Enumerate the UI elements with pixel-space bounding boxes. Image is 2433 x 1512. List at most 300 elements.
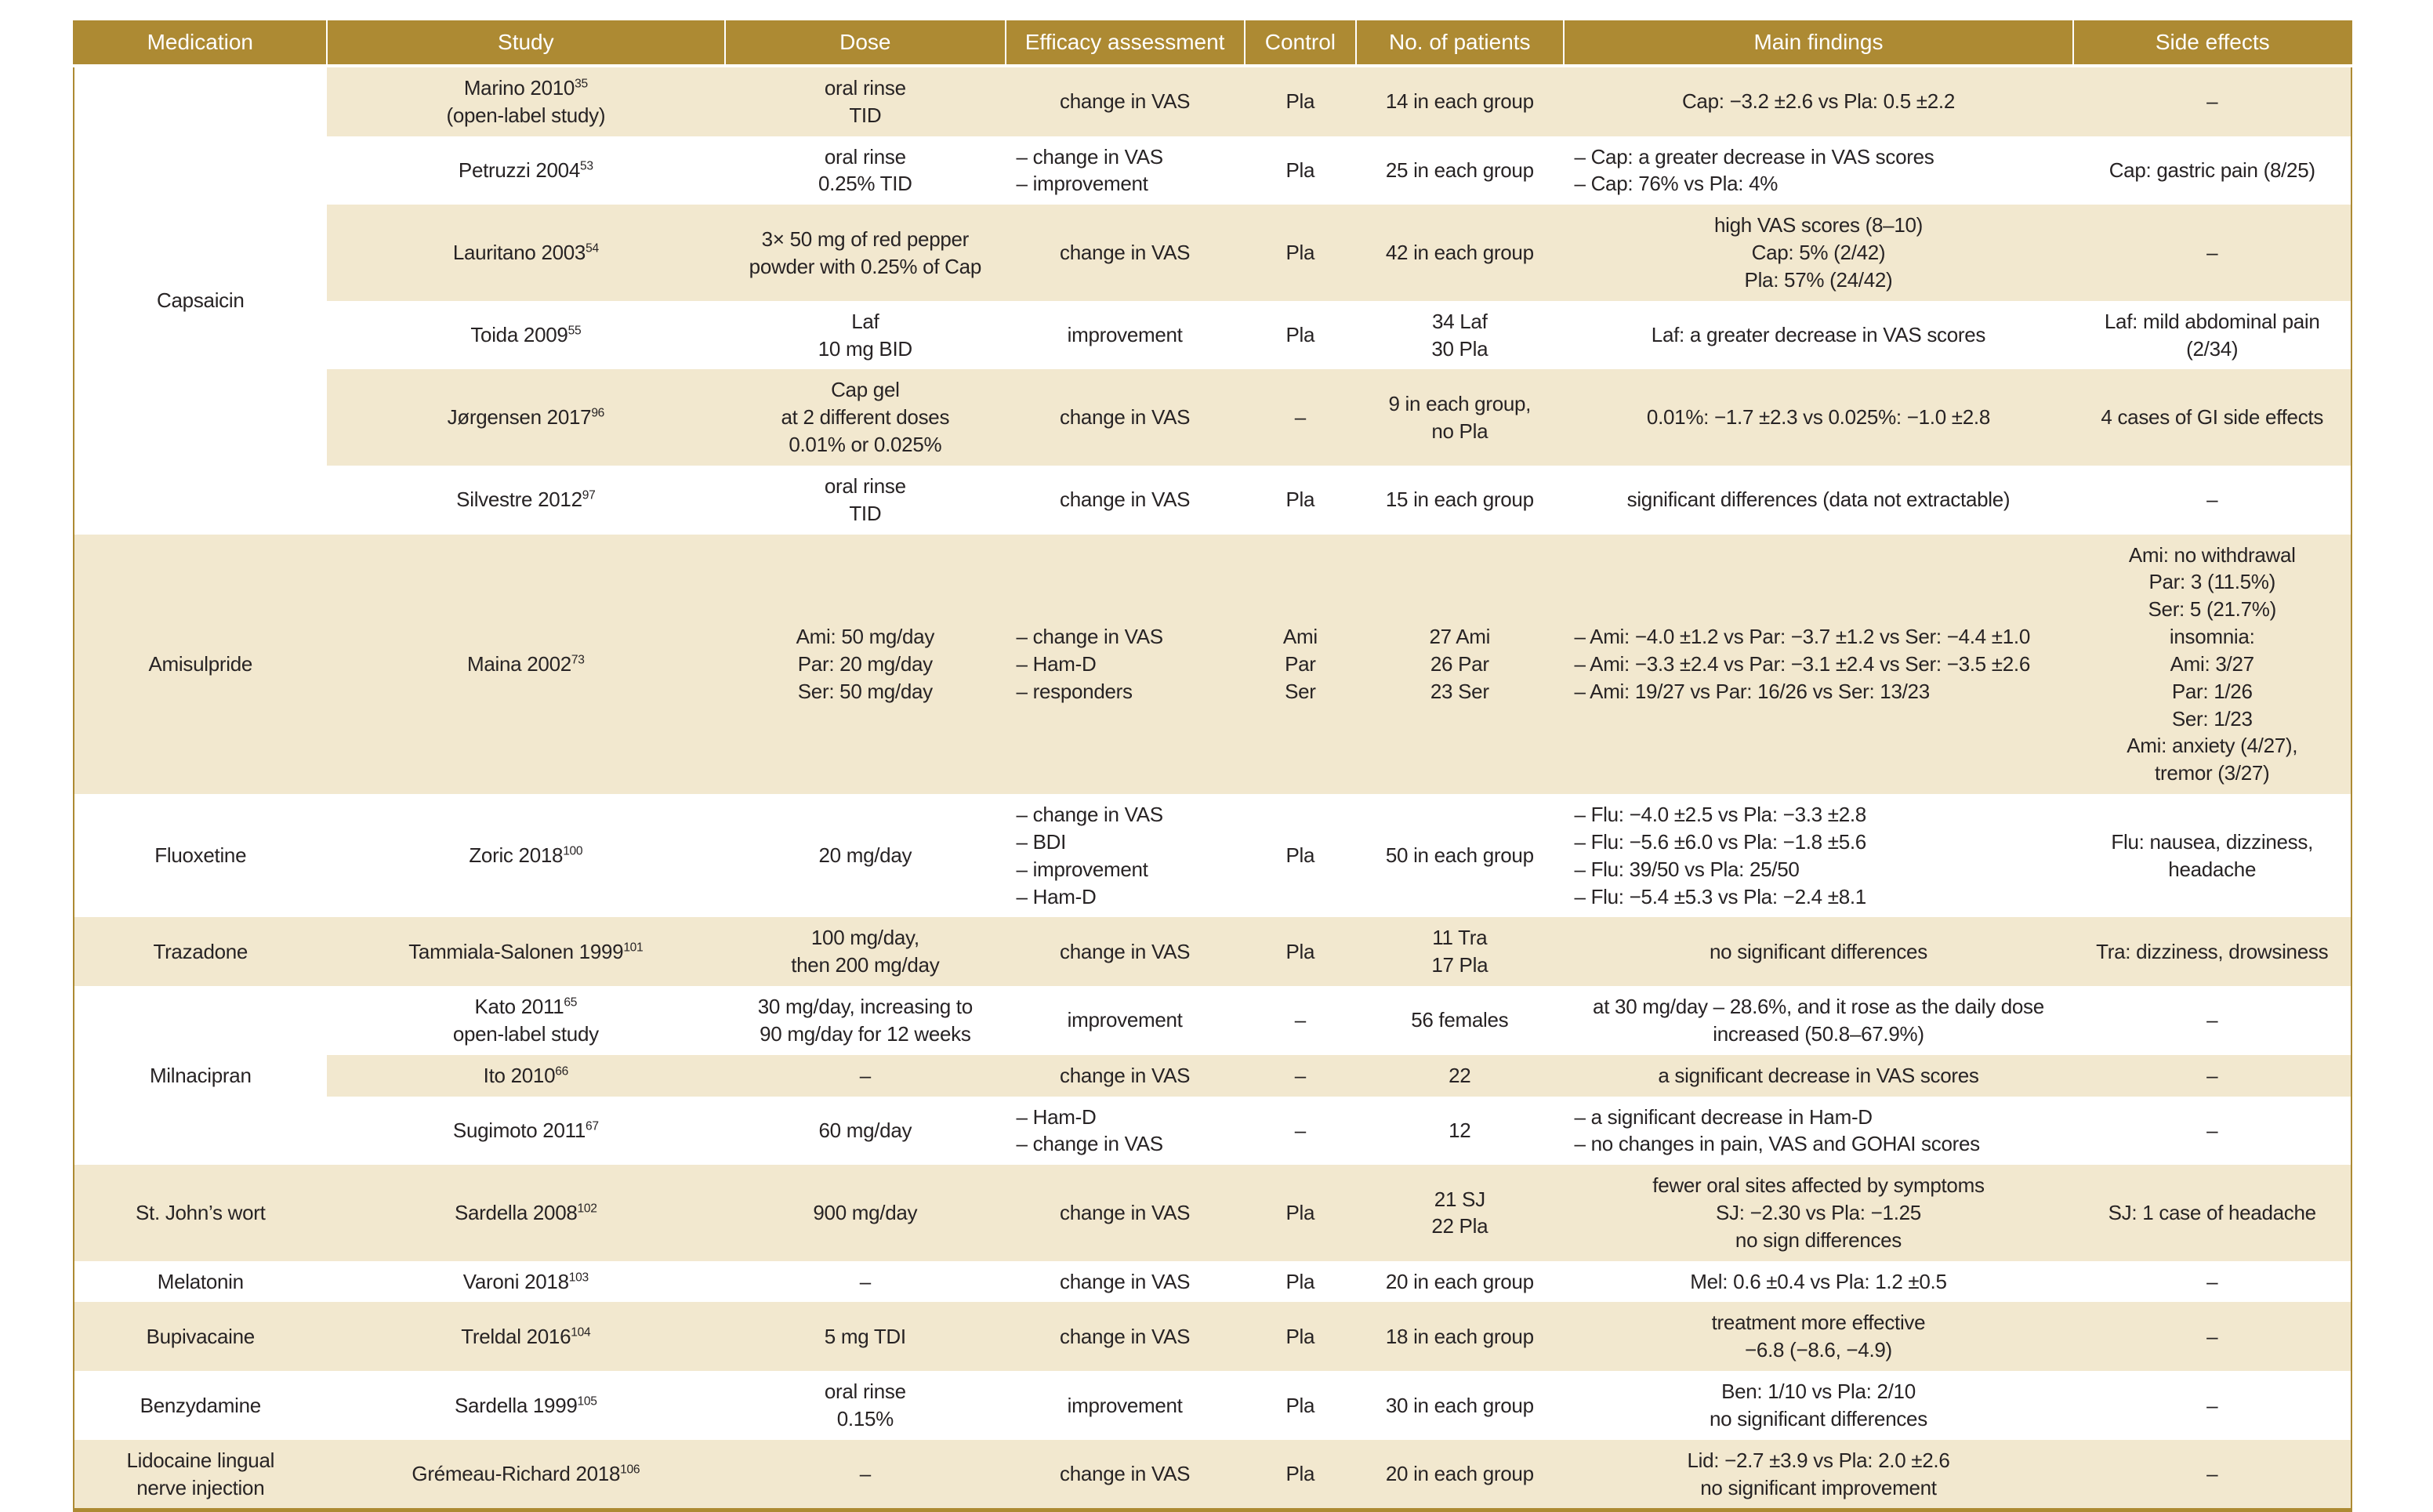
cell-line: 21 SJ bbox=[1434, 1187, 1485, 1211]
cell-line: Pla bbox=[1285, 843, 1315, 868]
cell-line: Laf bbox=[851, 309, 879, 333]
cell-line: Flu: nausea, dizziness, bbox=[2111, 829, 2313, 854]
cell-line: (open-label study) bbox=[446, 103, 606, 127]
cell-dose bbox=[725, 66, 1005, 136]
cell-line: – Ham-D bbox=[1016, 884, 1097, 908]
cell-line: 17 Pla bbox=[1431, 953, 1488, 977]
cell-medication bbox=[74, 535, 327, 794]
cell-line: – Ami: −3.3 ±2.4 vs Par: −3.1 ±2.4 vs Ser: −3.5 ±2.6 bbox=[1574, 651, 2030, 676]
cell-dose bbox=[725, 1371, 1005, 1440]
table-row bbox=[74, 136, 2351, 205]
medications-table bbox=[73, 20, 2352, 1512]
column-header-dose: Dose bbox=[725, 20, 1005, 66]
cell-line: – bbox=[859, 1269, 871, 1293]
cell-line: – Ami: 19/27 vs Par: 16/26 vs Ser: 13/23 bbox=[1574, 679, 1930, 703]
cell-efficacy bbox=[1006, 917, 1245, 986]
reference-superscript: 104 bbox=[571, 1325, 591, 1340]
cell-line: change in VAS bbox=[1060, 89, 1191, 114]
reference-superscript: 101 bbox=[623, 941, 644, 955]
cell-side_effects bbox=[2073, 1261, 2351, 1303]
cell-side_effects bbox=[2073, 205, 2351, 300]
cell-efficacy bbox=[1006, 535, 1245, 794]
cell-line: 4 cases of GI side effects bbox=[2101, 405, 2324, 430]
cell-line: Par: 3 (11.5%) bbox=[2148, 570, 2275, 594]
cell-dose bbox=[725, 1097, 1005, 1166]
cell-medication bbox=[74, 1302, 327, 1371]
cell-line: Par: 20 mg/day bbox=[797, 651, 933, 676]
cell-line: Pla bbox=[1285, 488, 1315, 512]
cell-line: – bbox=[859, 1063, 871, 1087]
cell-line: no significant differences bbox=[1710, 1406, 1927, 1430]
cell-efficacy bbox=[1006, 1165, 1245, 1260]
cell-line: improvement bbox=[1067, 1393, 1183, 1417]
cell-line: Ito 2010$^{66}$ bbox=[483, 1063, 568, 1087]
cell-line: fewer oral sites affected by symptoms bbox=[1652, 1173, 1985, 1198]
cell-medication bbox=[74, 1261, 327, 1303]
cell-line: – bbox=[1294, 1118, 1306, 1142]
cell-line: 18 in each group bbox=[1385, 1324, 1534, 1348]
cell-study bbox=[327, 986, 726, 1055]
cell-line: – bbox=[859, 1462, 871, 1486]
cell-study bbox=[327, 1302, 726, 1371]
cell-line: – Ham-D bbox=[1016, 1104, 1097, 1129]
cell-line: Laf: a greater decrease in VAS scores bbox=[1651, 323, 1986, 347]
cell-findings bbox=[1564, 205, 2074, 300]
cell-side_effects bbox=[2073, 794, 2351, 917]
cell-medication bbox=[74, 794, 327, 917]
cell-efficacy bbox=[1006, 301, 1245, 370]
cell-line: Ser: 5 (21.7%) bbox=[2148, 597, 2276, 622]
cell-line: treatment more effective bbox=[1711, 1311, 1926, 1335]
header-row bbox=[74, 20, 2351, 66]
cell-dose bbox=[725, 466, 1005, 535]
table-row bbox=[74, 1440, 2351, 1510]
cell-line: Trazadone bbox=[153, 939, 248, 963]
cell-line: Pla bbox=[1285, 1324, 1315, 1348]
cell-patients bbox=[1356, 301, 1563, 370]
cell-line: Marino 2010$^{35}$ bbox=[463, 76, 588, 100]
cell-patients bbox=[1356, 794, 1563, 917]
cell-study bbox=[327, 205, 726, 300]
cell-efficacy bbox=[1006, 1302, 1245, 1371]
cell-line: no significant improvement bbox=[1700, 1475, 1937, 1499]
cell-line: – Ham-D bbox=[1016, 651, 1097, 676]
cell-line: Sugimoto 2011$^{67}$ bbox=[452, 1118, 599, 1142]
cell-line: – improvement bbox=[1016, 857, 1148, 881]
cell-line: headache bbox=[2168, 857, 2257, 881]
cell-line: – change in VAS bbox=[1016, 144, 1163, 169]
cell-line: Varoni 2018$^{103}$ bbox=[462, 1269, 589, 1293]
cell-study bbox=[327, 301, 726, 370]
cell-line: – bbox=[2206, 89, 2218, 114]
reference-superscript: 35 bbox=[575, 77, 588, 91]
table-row bbox=[74, 205, 2351, 300]
cell-dose bbox=[725, 301, 1005, 370]
cell-medication bbox=[74, 66, 327, 535]
cell-patients bbox=[1356, 1261, 1563, 1303]
cell-line: 90 mg/day for 12 weeks bbox=[760, 1021, 971, 1046]
cell-line: Pla bbox=[1285, 323, 1315, 347]
cell-line: insomnia: bbox=[2169, 625, 2255, 649]
cell-study bbox=[327, 369, 726, 465]
cell-study bbox=[327, 66, 726, 136]
cell-line: – improvement bbox=[1016, 172, 1148, 196]
cell-line: Cap: −3.2 ±2.6 vs Pla: 0.5 ±2.2 bbox=[1681, 89, 1955, 114]
cell-line: – Cap: 76% vs Pla: 4% bbox=[1574, 172, 1779, 196]
cell-line: then 200 mg/day bbox=[791, 953, 940, 977]
cell-findings bbox=[1564, 1165, 2074, 1260]
cell-control bbox=[1245, 301, 1356, 370]
cell-study bbox=[327, 136, 726, 205]
cell-line: Treldal 2016$^{104}$ bbox=[461, 1324, 591, 1348]
cell-dose bbox=[725, 1440, 1005, 1510]
cell-line: Pla bbox=[1285, 939, 1315, 963]
cell-line: Cap: gastric pain (8/25) bbox=[2108, 158, 2315, 183]
column-header-side_effects: Side effects bbox=[2073, 20, 2351, 66]
cell-line: – no changes in pain, VAS and GOHAI scores bbox=[1574, 1132, 1980, 1156]
cell-line: – bbox=[2206, 1462, 2218, 1486]
cell-line: – bbox=[2206, 1118, 2218, 1142]
cell-dose bbox=[725, 986, 1005, 1055]
cell-line: Maina 2002$^{73}$ bbox=[467, 651, 585, 676]
cell-line: oral rinse bbox=[824, 76, 906, 100]
cell-line: – Flu: 39/50 vs Pla: 25/50 bbox=[1574, 857, 1800, 881]
cell-control bbox=[1245, 794, 1356, 917]
cell-medication bbox=[74, 1440, 327, 1510]
cell-line: Tammiala-Salonen 1999$^{101}$ bbox=[408, 939, 644, 963]
cell-findings bbox=[1564, 917, 2074, 986]
cell-line: Pla bbox=[1285, 241, 1315, 265]
cell-patients bbox=[1356, 535, 1563, 794]
cell-line: 0.01%: −1.7 ±2.3 vs 0.025%: −1.0 ±2.8 bbox=[1646, 405, 1990, 430]
reference-superscript: 102 bbox=[577, 1202, 597, 1216]
table-row bbox=[74, 301, 2351, 370]
cell-dose bbox=[725, 1261, 1005, 1303]
cell-line: Kato 2011$^{65}$ bbox=[474, 995, 578, 1019]
cell-medication bbox=[74, 1371, 327, 1440]
cell-line: 42 in each group bbox=[1385, 241, 1534, 265]
cell-line: change in VAS bbox=[1060, 1324, 1191, 1348]
cell-efficacy bbox=[1006, 466, 1245, 535]
cell-medication bbox=[74, 917, 327, 986]
table-row bbox=[74, 1055, 2351, 1097]
cell-side_effects bbox=[2073, 986, 2351, 1055]
cell-line: – BDI bbox=[1016, 829, 1067, 854]
reference-superscript: 96 bbox=[591, 406, 605, 420]
cell-line: – bbox=[2206, 241, 2218, 265]
cell-line: tremor (3/27) bbox=[2155, 761, 2270, 785]
cell-dose bbox=[725, 1055, 1005, 1097]
cell-side_effects bbox=[2073, 1097, 2351, 1166]
cell-line: oral rinse bbox=[824, 1380, 906, 1404]
cell-line: – a significant decrease in Ham-D bbox=[1574, 1104, 1873, 1129]
cell-control bbox=[1245, 466, 1356, 535]
cell-line: – Ami: −4.0 ±1.2 vs Par: −3.7 ±1.2 vs Ser: −4.4 ±1.0 bbox=[1574, 625, 2030, 649]
table-row bbox=[74, 794, 2351, 917]
cell-study bbox=[327, 535, 726, 794]
reference-superscript: 106 bbox=[620, 1463, 640, 1477]
cell-line: – change in VAS bbox=[1016, 803, 1163, 827]
column-header-findings: Main findings bbox=[1564, 20, 2074, 66]
cell-findings bbox=[1564, 794, 2074, 917]
cell-line: Melatonin bbox=[157, 1269, 244, 1293]
cell-study bbox=[327, 1165, 726, 1260]
cell-findings bbox=[1564, 1055, 2074, 1097]
cell-medication bbox=[74, 1165, 327, 1260]
cell-line: 26 Par bbox=[1430, 651, 1489, 676]
cell-patients bbox=[1356, 1371, 1563, 1440]
reference-superscript: 66 bbox=[555, 1064, 568, 1079]
cell-line: Sardella 2008$^{102}$ bbox=[454, 1200, 597, 1224]
cell-line: Lid: −2.7 ±3.9 vs Pla: 2.0 ±2.6 bbox=[1687, 1448, 1950, 1472]
cell-line: 30 Pla bbox=[1431, 336, 1488, 361]
cell-dose bbox=[725, 369, 1005, 465]
cell-line: 9 in each group, bbox=[1388, 391, 1532, 415]
cell-line: improvement bbox=[1067, 1008, 1183, 1032]
cell-line: Grémeau-Richard 2018$^{106}$ bbox=[412, 1462, 640, 1486]
cell-side_effects bbox=[2073, 917, 2351, 986]
cell-line: – Cap: a greater decrease in VAS scores bbox=[1574, 144, 1934, 169]
cell-patients bbox=[1356, 1302, 1563, 1371]
cell-findings bbox=[1564, 369, 2074, 465]
cell-dose bbox=[725, 535, 1005, 794]
cell-side_effects bbox=[2073, 136, 2351, 205]
cell-control bbox=[1245, 986, 1356, 1055]
cell-dose bbox=[725, 1165, 1005, 1260]
cell-line: Lidocaine lingual bbox=[126, 1448, 275, 1472]
reference-superscript: 65 bbox=[564, 995, 578, 1010]
cell-line: Pla bbox=[1285, 1462, 1315, 1486]
cell-line: – bbox=[2206, 1063, 2218, 1087]
cell-line: 30 in each group bbox=[1385, 1393, 1534, 1417]
column-header-efficacy: Efficacy assessment bbox=[1006, 20, 1245, 66]
cell-side_effects bbox=[2073, 1165, 2351, 1260]
cell-line: – bbox=[1294, 1063, 1306, 1087]
table-row bbox=[74, 917, 2351, 986]
cell-line: −6.8 (−8.6, −4.9) bbox=[1745, 1338, 1892, 1362]
cell-line: change in VAS bbox=[1060, 488, 1191, 512]
cell-line: Capsaicin bbox=[157, 288, 245, 313]
cell-side_effects bbox=[2073, 66, 2351, 136]
cell-line: 0.25% TID bbox=[818, 172, 912, 196]
reference-superscript: 55 bbox=[567, 324, 582, 338]
cell-efficacy bbox=[1006, 794, 1245, 917]
reference-superscript: 100 bbox=[563, 844, 583, 858]
reference-superscript: 105 bbox=[577, 1394, 597, 1408]
cell-patients bbox=[1356, 1440, 1563, 1510]
cell-line: 22 bbox=[1449, 1063, 1471, 1087]
cell-line: high VAS scores (8–10) bbox=[1713, 213, 1923, 237]
cell-line: Jørgensen 2017$^{96}$ bbox=[447, 405, 605, 430]
table-row bbox=[74, 1165, 2351, 1260]
table-row bbox=[74, 1097, 2351, 1166]
column-header-medication: Medication bbox=[74, 20, 327, 66]
cell-efficacy bbox=[1006, 1097, 1245, 1166]
cell-efficacy bbox=[1006, 369, 1245, 465]
cell-side_effects bbox=[2073, 1302, 2351, 1371]
cell-findings bbox=[1564, 1302, 2074, 1371]
cell-line: Lauritano 2003$^{54}$ bbox=[452, 241, 599, 265]
cell-findings bbox=[1564, 136, 2074, 205]
cell-findings bbox=[1564, 986, 2074, 1055]
cell-line: Mel: 0.6 ±0.4 vs Pla: 1.2 ±0.5 bbox=[1690, 1269, 1947, 1293]
cell-line: SJ: −2.30 vs Pla: −1.25 bbox=[1716, 1200, 1921, 1224]
cell-line: change in VAS bbox=[1060, 1269, 1191, 1293]
cell-line: 10 mg BID bbox=[818, 336, 912, 361]
cell-control bbox=[1245, 205, 1356, 300]
cell-line: 11 Tra bbox=[1432, 926, 1488, 950]
cell-line: Petruzzi 2004$^{53}$ bbox=[458, 158, 593, 183]
cell-line: powder with 0.25% of Cap bbox=[749, 254, 981, 278]
cell-control bbox=[1245, 1055, 1356, 1097]
cell-line: at 2 different doses bbox=[781, 405, 950, 430]
cell-patients bbox=[1356, 1055, 1563, 1097]
cell-control bbox=[1245, 1440, 1356, 1510]
cell-line: improvement bbox=[1067, 323, 1183, 347]
cell-line: Ami: 50 mg/day bbox=[796, 625, 935, 649]
cell-line: 20 in each group bbox=[1385, 1269, 1534, 1293]
cell-dose bbox=[725, 136, 1005, 205]
table-row bbox=[74, 66, 2351, 136]
cell-line: change in VAS bbox=[1060, 1063, 1191, 1087]
cell-line: – Flu: −5.6 ±6.0 vs Pla: −1.8 ±5.6 bbox=[1574, 829, 1866, 854]
cell-findings bbox=[1564, 1261, 2074, 1303]
column-header-study: Study bbox=[327, 20, 726, 66]
cell-line: – responders bbox=[1016, 679, 1133, 703]
table-row bbox=[74, 1261, 2351, 1303]
cell-line: 20 in each group bbox=[1385, 1462, 1534, 1486]
cell-line: SJ: 1 case of headache bbox=[2108, 1200, 2316, 1224]
cell-side_effects bbox=[2073, 369, 2351, 465]
cell-line: Pla bbox=[1285, 89, 1315, 114]
cell-line: increased (50.8–67.9%) bbox=[1713, 1021, 1924, 1046]
cell-line: no significant differences bbox=[1710, 939, 1927, 963]
cell-study bbox=[327, 1097, 726, 1166]
cell-line: – change in VAS bbox=[1016, 625, 1163, 649]
cell-control bbox=[1245, 136, 1356, 205]
cell-line: Benzydamine bbox=[140, 1393, 261, 1417]
cell-side_effects bbox=[2073, 535, 2351, 794]
cell-efficacy bbox=[1006, 205, 1245, 300]
cell-patients bbox=[1356, 66, 1563, 136]
cell-line: 0.01% or 0.025% bbox=[789, 433, 942, 457]
cell-line: TID bbox=[849, 501, 882, 525]
cell-control bbox=[1245, 1371, 1356, 1440]
cell-study bbox=[327, 466, 726, 535]
cell-line: Pla bbox=[1285, 1269, 1315, 1293]
cell-line: Pla bbox=[1285, 1393, 1315, 1417]
cell-study bbox=[327, 1261, 726, 1303]
cell-control bbox=[1245, 1165, 1356, 1260]
cell-line: open-label study bbox=[452, 1021, 599, 1046]
cell-line: 50 in each group bbox=[1385, 843, 1534, 868]
cell-line: 15 in each group bbox=[1385, 488, 1534, 512]
cell-line: change in VAS bbox=[1060, 1200, 1191, 1224]
cell-findings bbox=[1564, 466, 2074, 535]
cell-side_effects bbox=[2073, 1440, 2351, 1510]
cell-line: a significant decrease in VAS scores bbox=[1658, 1063, 1979, 1087]
cell-efficacy bbox=[1006, 1261, 1245, 1303]
cell-line: Milnacipran bbox=[149, 1063, 252, 1087]
cell-line: St. John’s wort bbox=[136, 1200, 266, 1224]
cell-line: change in VAS bbox=[1060, 1462, 1191, 1486]
cell-line: Ser: 1/23 bbox=[2171, 706, 2253, 731]
reference-superscript: 73 bbox=[571, 653, 585, 667]
cell-line: – change in VAS bbox=[1016, 1132, 1163, 1156]
reference-superscript: 67 bbox=[586, 1119, 599, 1133]
cell-control bbox=[1245, 1302, 1356, 1371]
cell-patients bbox=[1356, 1097, 1563, 1166]
cell-line: 60 mg/day bbox=[818, 1118, 912, 1142]
cell-efficacy bbox=[1006, 1055, 1245, 1097]
cell-control bbox=[1245, 66, 1356, 136]
cell-line: change in VAS bbox=[1060, 241, 1191, 265]
table-row bbox=[74, 986, 2351, 1055]
cell-line: 0.15% bbox=[836, 1406, 894, 1430]
reference-superscript: 97 bbox=[582, 488, 596, 502]
cell-medication bbox=[74, 986, 327, 1165]
cell-control bbox=[1245, 369, 1356, 465]
cell-efficacy bbox=[1006, 1371, 1245, 1440]
cell-findings bbox=[1564, 66, 2074, 136]
cell-findings bbox=[1564, 1097, 2074, 1166]
cell-study bbox=[327, 1440, 726, 1510]
cell-line: oral rinse bbox=[824, 144, 906, 169]
cell-line: – bbox=[2206, 1008, 2218, 1032]
cell-line: – bbox=[2206, 1324, 2218, 1348]
cell-line: 22 Pla bbox=[1431, 1214, 1488, 1238]
cell-line: 56 females bbox=[1411, 1008, 1509, 1032]
cell-findings bbox=[1564, 301, 2074, 370]
cell-dose bbox=[725, 794, 1005, 917]
cell-line: Cap gel bbox=[831, 378, 900, 402]
cell-study bbox=[327, 917, 726, 986]
cell-patients bbox=[1356, 369, 1563, 465]
cell-line: 14 in each group bbox=[1385, 89, 1534, 114]
cell-line: change in VAS bbox=[1060, 939, 1191, 963]
cell-line: 900 mg/day bbox=[813, 1200, 918, 1224]
cell-line: Amisulpride bbox=[148, 651, 253, 676]
cell-line: at 30 mg/day – 28.6%, and it rose as the daily dose bbox=[1593, 995, 2044, 1019]
cell-side_effects bbox=[2073, 466, 2351, 535]
cell-line: Zoric 2018$^{100}$ bbox=[469, 843, 583, 868]
table-row bbox=[74, 369, 2351, 465]
cell-side_effects bbox=[2073, 1055, 2351, 1097]
cell-line: Ben: 1/10 vs Pla: 2/10 bbox=[1721, 1380, 1916, 1404]
cell-line: Pla bbox=[1285, 158, 1315, 183]
cell-line: Fluoxetine bbox=[154, 843, 247, 868]
cell-line: Par bbox=[1285, 651, 1316, 676]
cell-patients bbox=[1356, 466, 1563, 535]
cell-line: Tra: dizziness, drowsiness bbox=[2096, 939, 2329, 963]
cell-line: Ser: 50 mg/day bbox=[797, 679, 933, 703]
table-row bbox=[74, 1302, 2351, 1371]
table-row bbox=[74, 1371, 2351, 1440]
cell-patients bbox=[1356, 917, 1563, 986]
cell-patients bbox=[1356, 205, 1563, 300]
cell-efficacy bbox=[1006, 986, 1245, 1055]
cell-efficacy bbox=[1006, 66, 1245, 136]
cell-findings bbox=[1564, 1371, 2074, 1440]
cell-line: Cap: 5% (2/42) bbox=[1751, 241, 1886, 265]
cell-line: 27 Ami bbox=[1429, 625, 1491, 649]
cell-study bbox=[327, 794, 726, 917]
cell-line: Laf: mild abdominal pain bbox=[2104, 309, 2320, 333]
cell-control bbox=[1245, 1261, 1356, 1303]
cell-control bbox=[1245, 535, 1356, 794]
cell-line: Pla: 57% (24/42) bbox=[1744, 267, 1893, 292]
cell-control bbox=[1245, 1097, 1356, 1166]
